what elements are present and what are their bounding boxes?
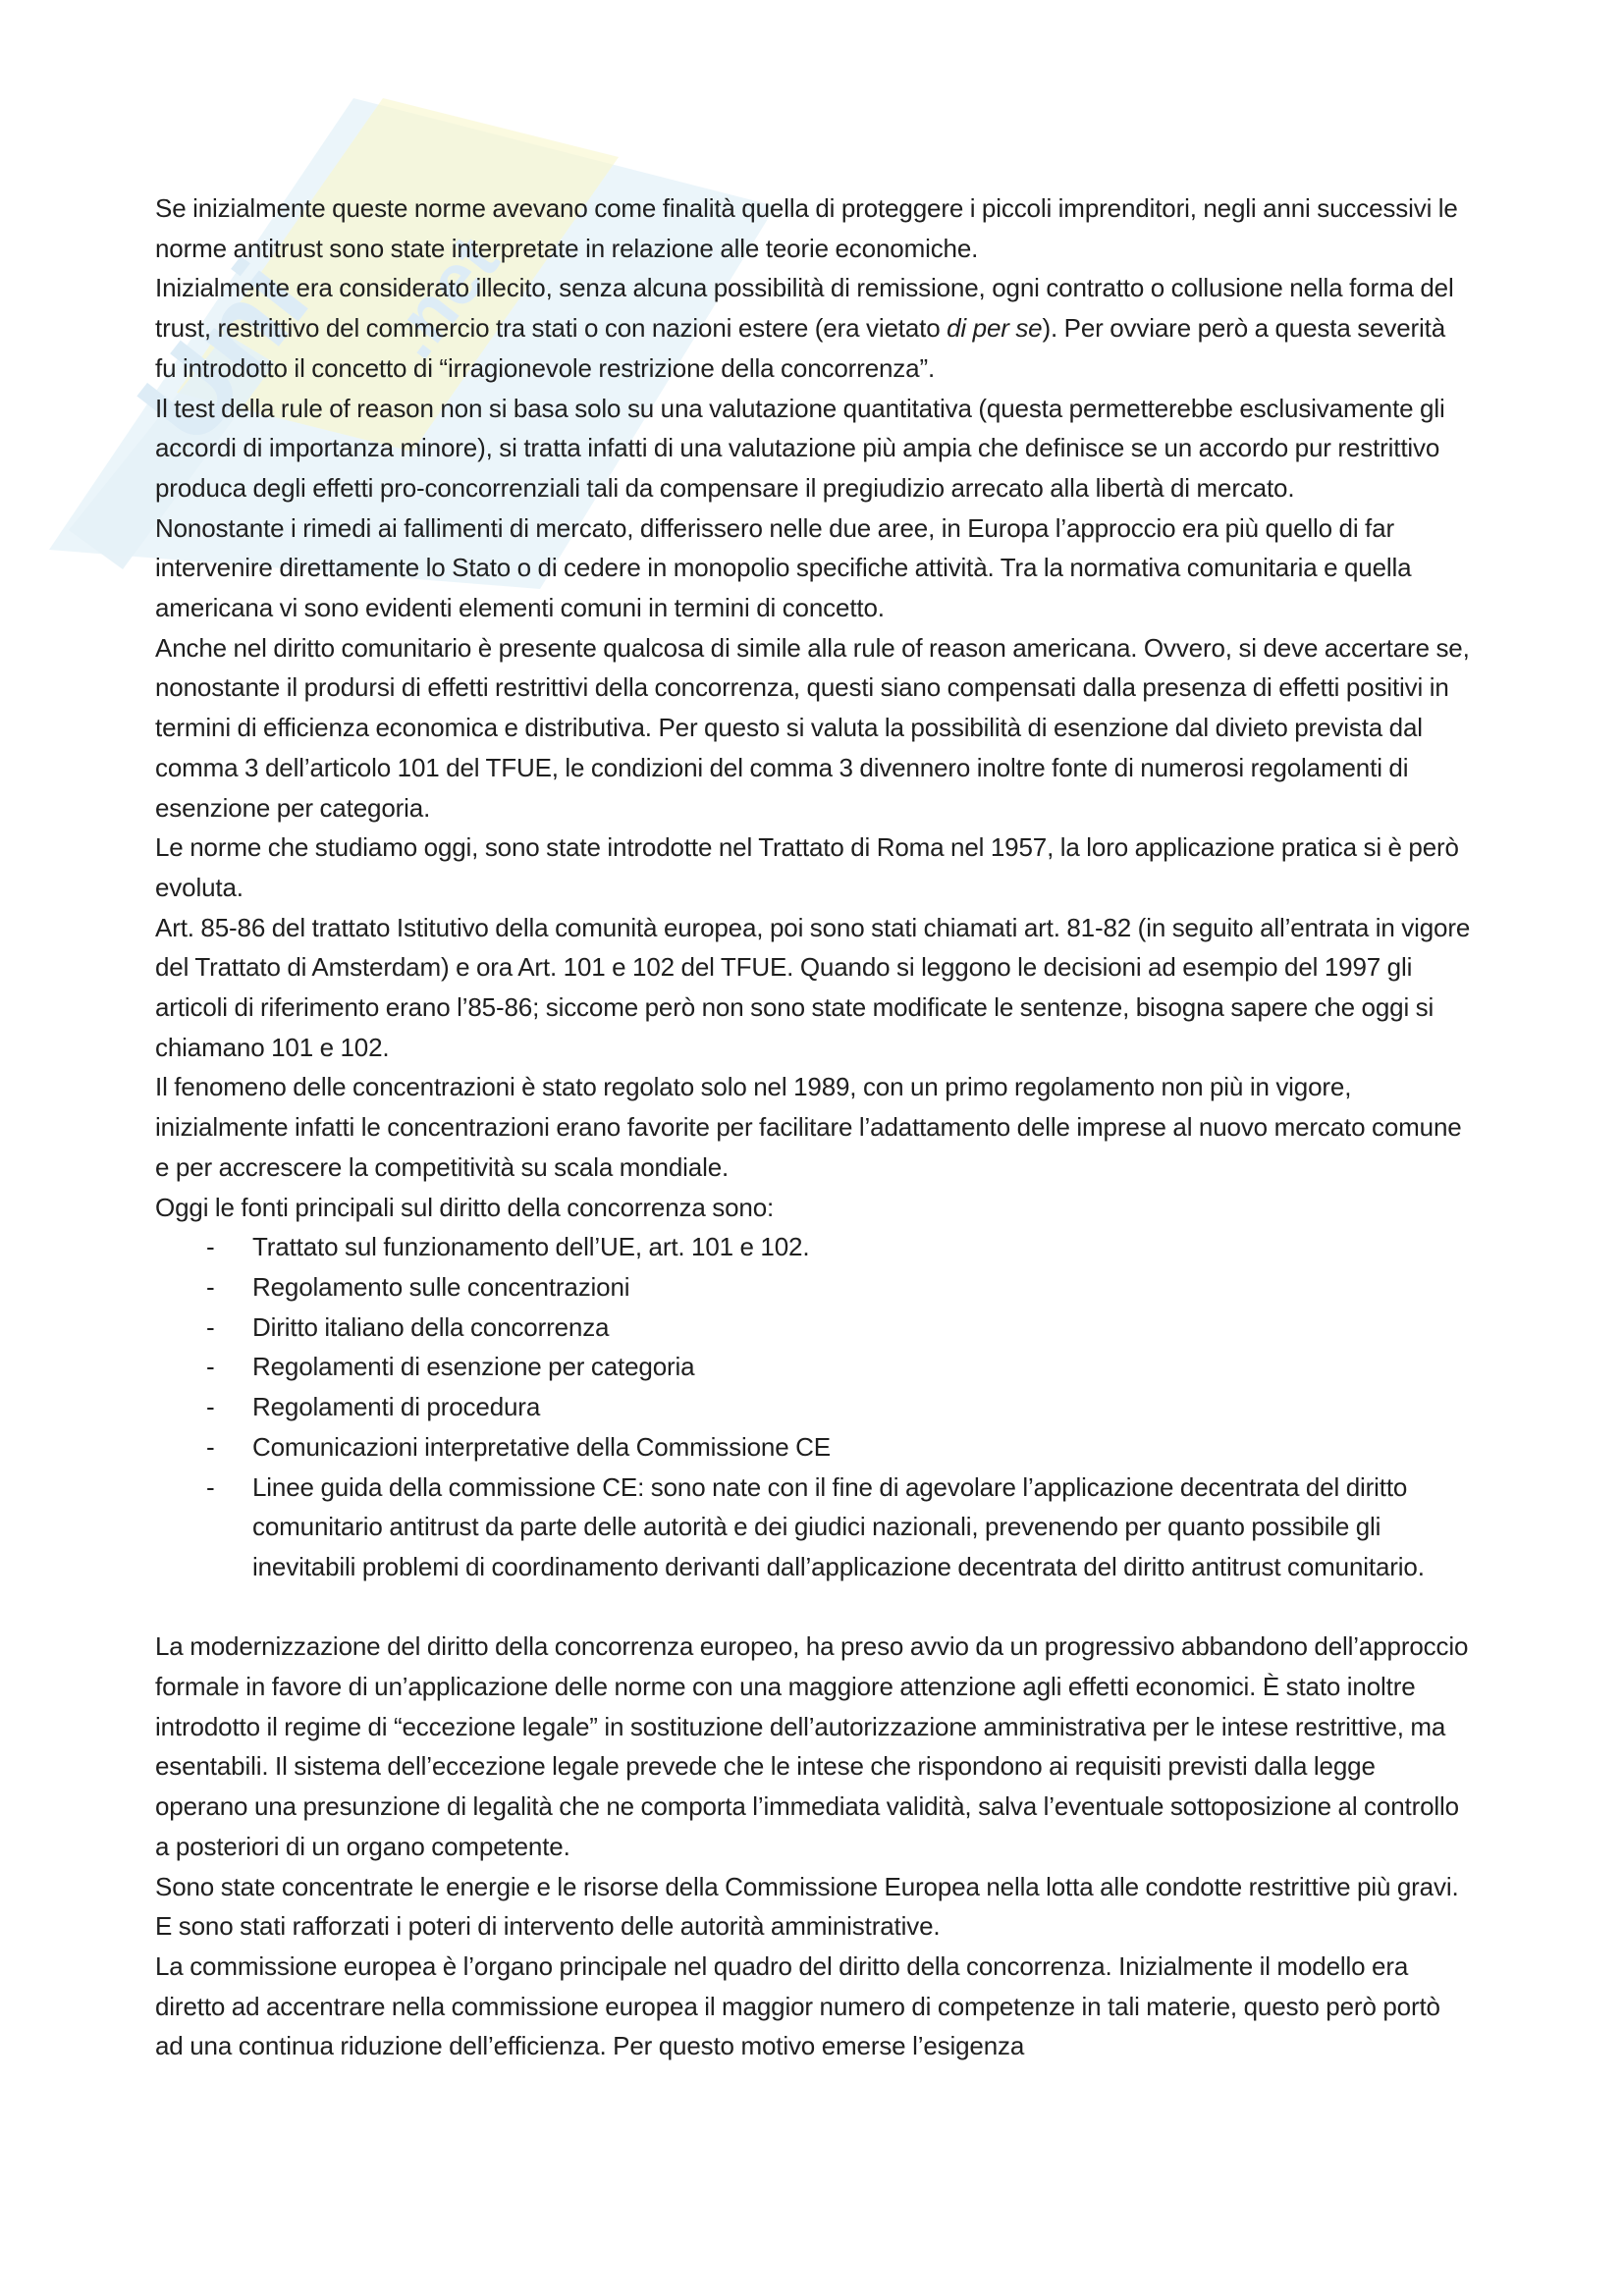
text-run: Se inizialmente queste norme avevano come finalità quella di proteggere i piccoli imprenditori, negli anni successivi le norme antitrust sono state interpretate in relazione alle teorie economiche.: [155, 193, 1458, 263]
paragraph-gap: [155, 1587, 1471, 1628]
list-item: [155, 1227, 1471, 1267]
text-run: Nonostante i rimedi ai fallimenti di mercato, differissero nelle due aree, in Europa l’approccio era più quello di far intervenire direttamente lo Stato o di cedere in monopolio specifiche attività. Tra la normativa comunitaria e quella americana vi sono evidenti elementi comuni in termini di concetto.: [155, 512, 1412, 623]
text-run: La commissione europea è l’organo principale nel quadro del diritto della concorrenza. Inizialmente il modello era diretto ad accentrare nella commissione europea il maggior numero di competenze in tali materie, questo però portò ad una continua riduzione dell’efficienza. Per questo motivo emerse l’esigenza: [155, 1950, 1440, 2061]
paragraph: [155, 188, 1471, 268]
text-run: Il fenomeno delle concentrazioni è stato regolato solo nel 1989, con un primo regolamento non più in vigore, inizialmente infatti le concentrazioni erano favorite per facilitare l’adattamento delle imprese al nuovo mercato comune e per accrescere la competitività su scala mondiale.: [155, 1072, 1462, 1182]
list-bullet-dash: -: [206, 1311, 215, 1342]
text-run: Sono state concentrate le energie e le risorse della Commissione Europea nella lotta alle condotte restrittive più gravi. E sono stati rafforzati i poteri di intervento delle autorità amministrative.: [155, 1871, 1459, 1942]
text-run: Il test della rule of reason non si basa solo su una valutazione quantitativa (questa permetterebbe esclusivamente gli accordi di importanza minore), si tratta infatti di una valutazione più ampia che definisce se un accordo pur restrittivo produca degli effetti pro-concorrenziali tali da compensare il pregiudizio arrecato alla libertà di mercato.: [155, 393, 1445, 503]
paragraph: [155, 268, 1471, 388]
text-run: Le norme che studiamo oggi, sono state introdotte nel Trattato di Roma nel 1957, la loro applicazione pratica si è però evoluta.: [155, 832, 1459, 902]
list-item: [155, 1308, 1471, 1348]
paragraph: [155, 908, 1471, 1068]
paragraph: [155, 828, 1471, 907]
list-bullet-dash: -: [206, 1471, 215, 1502]
text-run: Regolamento sulle concentrazioni: [252, 1271, 630, 1302]
text-run: Inizialmente era considerato illecito, senza alcuna possibilità di remissione, ogni contratto o collusione nella forma del trust, restrittivo del commercio tra stati o con nazioni estere (era vietato: [155, 273, 1454, 344]
paragraph: [155, 1188, 1471, 1228]
list-item: [155, 1267, 1471, 1308]
paragraph: [155, 1067, 1471, 1187]
list-item: [155, 1387, 1471, 1427]
paragraph: [155, 1947, 1471, 2066]
text-run: Art. 85-86 del trattato Istitutivo della comunità europea, poi sono stati chiamati art. 81-82 (in seguito all’entrata in vigore del Trattato di Amsterdam) e ora Art. 101 e 102 del TFUE. Quando si leggono le decisioni ad esempio del 1997 gli articoli di riferimento erano l’85-86; siccome però non sono state modificate le sentenze, bisogna sapere che oggi si chiamano 101 e 102.: [155, 912, 1471, 1062]
text-run: Trattato sul funzionamento dell’UE, art. 101 e 102.: [252, 1232, 810, 1262]
list-bullet-dash: -: [206, 1271, 215, 1302]
list-item: [155, 1468, 1471, 1587]
paragraph: [155, 1867, 1471, 1947]
text-run: La modernizzazione del diritto della concorrenza europeo, ha preso avvio da un progressivo abbandono dell’approccio formale in favore di un’applicazione delle norme con una maggiore attenzione agli effetti economici. È stato inoltre introdotto il regime di “eccezione legale” in sostituzione dell’autorizzazione amministrativa per le intese restrittive, ma esentabili. Il sistema dell’eccezione legale prevede che le intese che rispondono ai requisiti previsti dalla legge operano una presunzione di legalità che ne comporta l’immediata validità, salva l’eventuale sottoposizione al controllo a posteriori di un organo competente.: [155, 1631, 1469, 1861]
list-bullet-dash: -: [206, 1392, 215, 1422]
paragraph: [155, 1627, 1471, 1866]
document-body: [155, 188, 1471, 2066]
text-run: ). Per ovviare però a questa severità fu introdotto il concetto di “irragionevole restrizione della concorrenza”.: [155, 313, 1446, 383]
text-run: Diritto italiano della concorrenza: [252, 1311, 610, 1342]
svg-text:Uni: Uni: [112, 237, 334, 468]
paragraph: [155, 389, 1471, 508]
list-bullet-dash: -: [206, 1352, 215, 1382]
text-run: Regolamenti di esenzione per categoria: [252, 1352, 695, 1382]
list-item: [155, 1347, 1471, 1387]
paragraph: [155, 508, 1471, 628]
text-run: Regolamenti di procedura: [252, 1392, 541, 1422]
svg-text:.net: .net: [370, 221, 514, 373]
text-run: Oggi le fonti principali sul diritto della concorrenza sono:: [155, 1192, 775, 1222]
text-run: Comunicazioni interpretative della Commissione CE: [252, 1431, 831, 1462]
italic-text: di per se: [947, 313, 1043, 344]
text-run: Linee guida della commissione CE: sono nate con il fine di agevolare l’applicazione decentrata del diritto comunitario antitrust da parte delle autorità e dei giudici nazionali, prevenendo per quanto possibile gli inevitabili problemi di coordinamento derivanti dall’applicazione decentrata del diritto antitrust comunitario.: [252, 1471, 1425, 1581]
list-item: [155, 1427, 1471, 1468]
list-bullet-dash: -: [206, 1431, 215, 1462]
list-bullet-dash: -: [206, 1232, 215, 1262]
text-run: Anche nel diritto comunitario è presente qualcosa di simile alla rule of reason americana. Ovvero, si deve accertare se, nonostante il prodursi di effetti restrittivi della concorrenza, questi siano compensati dalla presenza di effetti positivi in termini di efficienza economica e distributiva. Per questo si valuta la possibilità di esenzione dal divieto prevista dal comma 3 dell’articolo 101 del TFUE, le condizioni del comma 3 divennero inoltre fonte di numerosi regolamenti di esenzione per categoria.: [155, 632, 1470, 823]
paragraph: [155, 628, 1471, 828]
